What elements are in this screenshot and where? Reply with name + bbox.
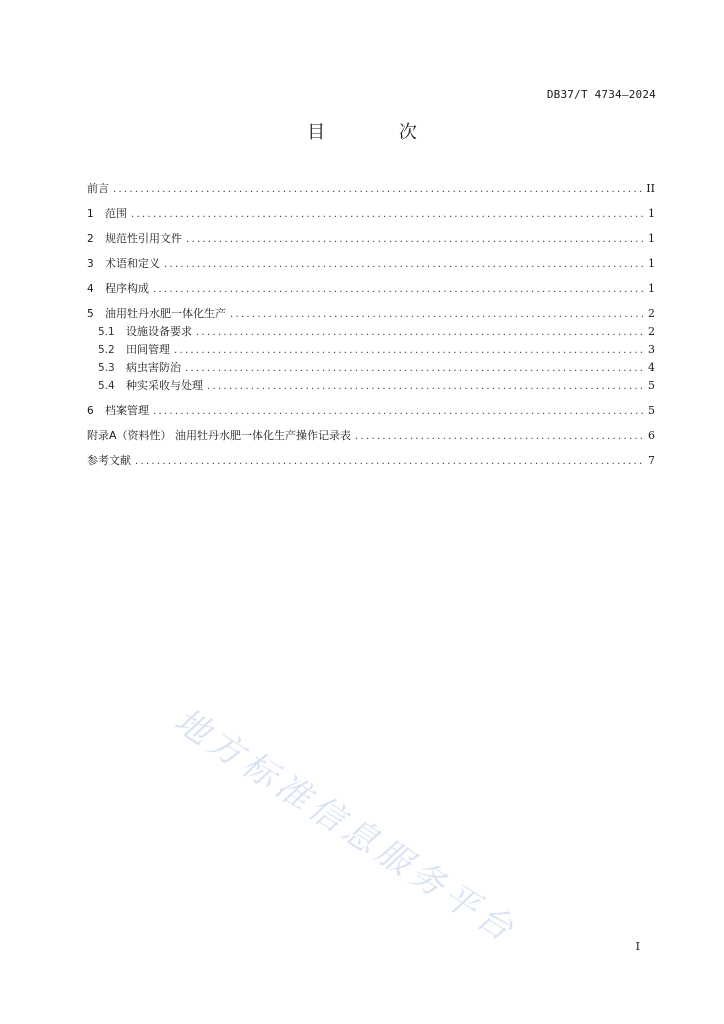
toc-entry-page: 5	[648, 379, 655, 392]
toc-title: 目 次	[307, 122, 451, 143]
toc-entry-page: 3	[648, 343, 655, 356]
toc-entry-page: 1	[648, 232, 655, 245]
toc-entry-label: 田间管理	[126, 343, 170, 356]
toc-entry[interactable]	[87, 280, 655, 298]
toc-entry[interactable]	[87, 230, 655, 248]
toc-entry-label: 种实采收与处理	[126, 379, 203, 392]
toc-entry[interactable]	[87, 452, 655, 470]
toc-entry-page: 4	[648, 361, 655, 374]
toc-entry-label: 规范性引用文件	[105, 232, 182, 245]
toc-entry[interactable]	[87, 205, 655, 223]
toc-entry-label: 前言	[87, 182, 109, 195]
toc-entry-number: 5.1	[98, 326, 115, 338]
toc-dot-leader	[153, 281, 643, 299]
toc-entry[interactable]	[87, 305, 655, 323]
toc-entry-label: 程序构成	[105, 282, 149, 295]
toc-entry-page: 2	[648, 307, 655, 320]
toc-entry-page: 6	[648, 429, 655, 442]
toc-entry[interactable]	[87, 180, 655, 198]
toc-entry-page: 1	[648, 257, 655, 270]
toc-entry-number: 5	[87, 308, 94, 320]
toc-entry-number: 1	[87, 208, 94, 220]
toc-entry-number: 2	[87, 233, 94, 245]
table-of-contents	[87, 180, 655, 470]
toc-dot-leader	[153, 403, 643, 421]
toc-entry-page: 1	[648, 207, 655, 220]
toc-entry-number: 6	[87, 405, 94, 417]
toc-entry-label: 设施设备要求	[126, 325, 192, 338]
toc-entry-number: 5.3	[98, 362, 115, 374]
toc-entry-page: 1	[648, 282, 655, 295]
toc-dot-leader	[113, 181, 642, 199]
document-code: DB37/T 4734—2024	[546, 88, 656, 101]
toc-entry-label: 范围	[105, 207, 127, 220]
toc-dot-leader	[186, 231, 643, 249]
toc-entry[interactable]	[87, 427, 655, 445]
toc-entry[interactable]	[87, 402, 655, 420]
toc-dot-leader	[164, 256, 643, 274]
toc-entry-label: 油用牡丹水肥一体化生产	[105, 307, 226, 320]
toc-dot-leader	[185, 360, 643, 378]
toc-entry-label: 术语和定义	[105, 257, 160, 270]
toc-entry-label: 档案管理	[105, 404, 149, 417]
page-number: I	[635, 940, 640, 953]
toc-dot-leader	[135, 453, 643, 471]
toc-entry[interactable]	[87, 323, 655, 341]
toc-dot-leader	[230, 306, 643, 324]
toc-dot-leader	[196, 324, 643, 342]
toc-entry-page: 2	[648, 325, 655, 338]
toc-dot-leader	[131, 206, 643, 224]
toc-entry-number: 3	[87, 258, 94, 270]
toc-entry[interactable]	[87, 341, 655, 359]
toc-entry-label: 附录A（资料性） 油用牡丹水肥一体化生产操作记录表	[87, 429, 352, 442]
toc-entry[interactable]	[87, 359, 655, 377]
toc-entry-page: 5	[648, 404, 655, 417]
toc-entry-label: 参考文献	[87, 454, 131, 467]
toc-dot-leader	[174, 342, 643, 360]
toc-entry-page: II	[646, 182, 655, 195]
toc-entry-page: 7	[648, 454, 655, 467]
toc-entry[interactable]	[87, 377, 655, 395]
toc-entry-number: 5.4	[98, 380, 115, 392]
toc-dot-leader	[355, 428, 643, 446]
toc-entry-label: 病虫害防治	[126, 361, 181, 374]
toc-entry-number: 5.2	[98, 344, 115, 356]
toc-entry[interactable]	[87, 255, 655, 273]
toc-entry-number: 4	[87, 283, 94, 295]
watermark: 地方标准信息服务平台	[167, 700, 525, 953]
toc-dot-leader	[207, 378, 643, 396]
